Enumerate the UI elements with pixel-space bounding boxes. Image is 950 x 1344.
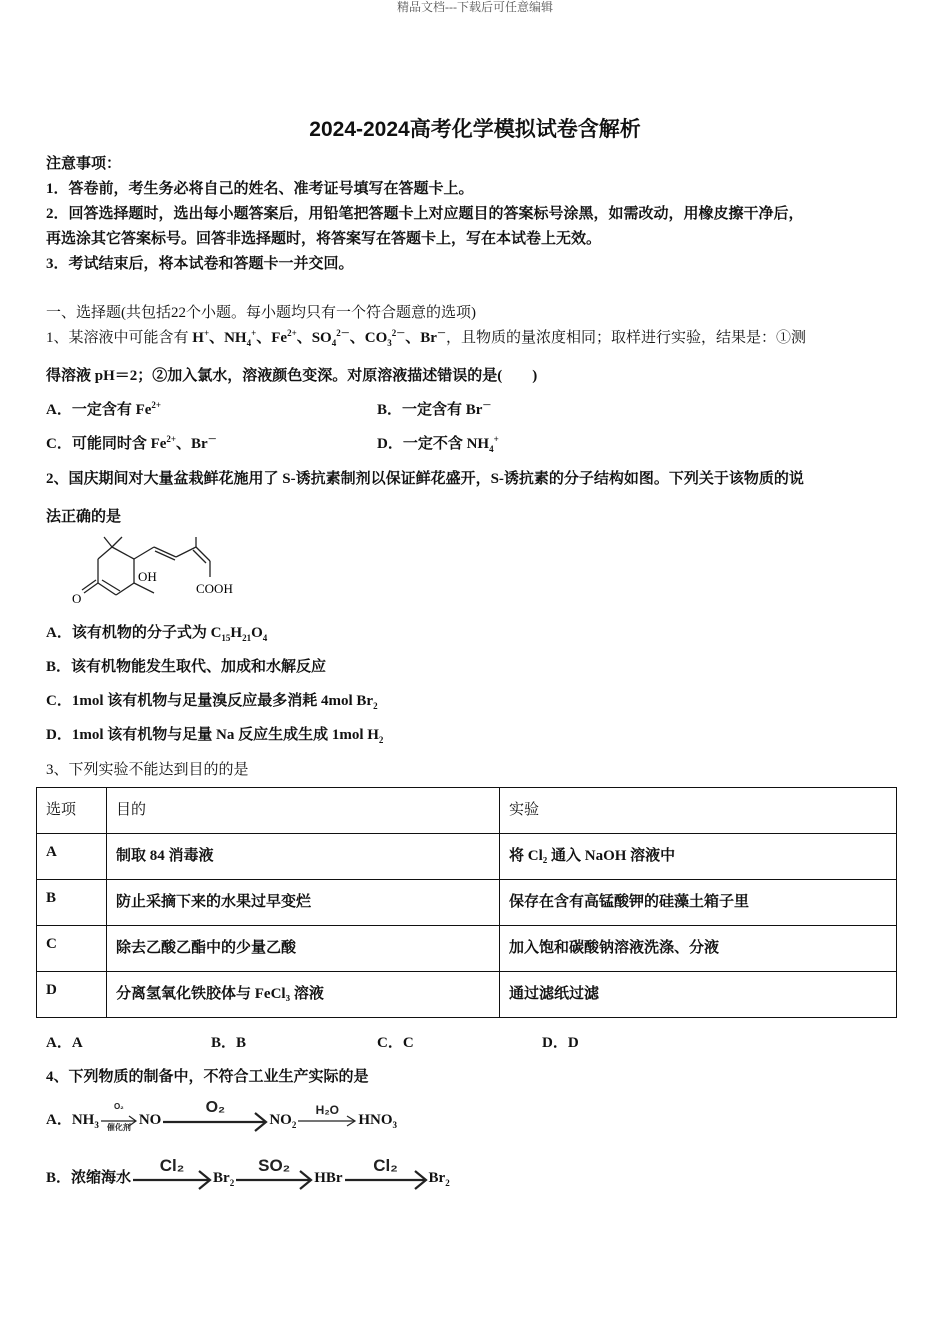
cl2-arrow-second: Cl₂ (343, 1159, 429, 1199)
struct-oh-label: OH (138, 569, 157, 584)
q3-option-d[interactable]: D．D (542, 1035, 579, 1051)
q2-option-b[interactable]: B．该有机物能发生取代、加成和水解反应 (46, 659, 327, 675)
table-cell: 通过滤纸过滤 (500, 972, 897, 1018)
q1-option-c[interactable]: C．可能同时含 $Fe^{2+}$、Br－ (46, 434, 217, 452)
q2-option-a[interactable]: A．该有机物的分子式为 $C_{15}H_{21}O_4$ (46, 625, 268, 643)
table-row (37, 926, 897, 972)
table-cell: D (37, 972, 107, 1018)
table-cell: C (37, 926, 107, 972)
q1-stem-suffix: ，且物质的量浓度相同；取样进行实验，结果是：①测 (445, 330, 806, 346)
table-cell: B (37, 880, 107, 926)
q1-stem-prefix: 1、某溶液中可能含有 (46, 330, 189, 346)
table-cell: 防止采摘下来的水果过早变烂 (107, 880, 500, 926)
q4-option-b[interactable]: B．浓缩海水 Cl₂ $Br_2$ SO₂ HBr Cl₂ $Br_2$ (46, 1158, 450, 1198)
notice-item-2-cont: 再选涂其它答案标号。回答非选择题时，将答案写在答题卡上，写在本试卷上无效。 (46, 231, 602, 247)
notice-item-1: 1．答卷前，考生务必将自己的姓名、准考证号填写在答题卡上。 (46, 181, 474, 197)
table-row (37, 972, 897, 1018)
page-title: 2024-2024高考化学模拟试卷含解析 (309, 118, 641, 141)
table-header-cell: 目的 (107, 788, 500, 834)
table-cell: 加入饱和碳酸钠溶液洗涤、分液 (500, 926, 897, 972)
q1-stem-line2: 得溶液 pH＝2；②加入氯水，溶液颜色变深。对原溶液描述错误的是( ) (46, 368, 538, 384)
o2-arrow: O₂ (161, 1101, 269, 1141)
q2-stem-line1: 2、国庆期间对大量盆栽鲜花施用了 S-诱抗素制剂以保证鲜花盛开，S-诱抗素的分子结构如图。下列关于该物质的说 (46, 471, 804, 487)
q3-option-c[interactable]: C．C (377, 1035, 414, 1051)
section-heading: 一、选择题(共包括22个小题。每小题均只有一个符合题意的选项) (46, 305, 476, 321)
q2-option-d[interactable]: D．1mol 该有机物与足量 Na 反应生成生成 1mol $H_2$ (46, 727, 384, 745)
q3-option-b[interactable]: B．B (211, 1035, 247, 1051)
table-header-cell: 实验 (500, 788, 897, 834)
cl2-arrow: Cl₂ (131, 1159, 213, 1199)
table-header-row (37, 788, 897, 834)
notice-heading: 注意事项： (46, 156, 122, 172)
table-row (37, 880, 897, 926)
q4-stem: 4、下列物质的制备中，不符合工业生产实际的是 (46, 1069, 369, 1085)
table-row (37, 834, 897, 880)
notice-item-3: 3．考试结束后，将本试卷和答题卡一并交回。 (46, 256, 354, 272)
table-cell: A (37, 834, 107, 880)
h2o-arrow: H₂O (296, 1101, 358, 1141)
q1-option-d[interactable]: D．一定不含 $NH_4^+$ (377, 434, 499, 454)
catalytic-oxidation-arrow: O₂ 催化剂 (99, 1101, 139, 1141)
struct-o-label: O (72, 591, 82, 606)
q2-option-c[interactable]: C．1mol 该有机物与足量溴反应最多消耗 4mol $Br_2$ (46, 693, 378, 711)
table-cell: 除去乙酸乙酯中的少量乙酸 (107, 926, 500, 972)
q1-option-a[interactable]: A．一定含有 $Fe^{2+}$ (46, 400, 162, 418)
q1-option-b[interactable]: B．一定含有 Br－ (377, 400, 492, 418)
q4-option-a[interactable]: A．$NH_3$ O₂ 催化剂 NO O₂ $NO_2$ H₂O $HNO_3$ (46, 1100, 397, 1140)
struct-cooh-label: COOH (196, 581, 233, 596)
table-header-cell: 选项 (37, 788, 107, 834)
table-cell: 将 Cl₂ 通入 NaOH 溶液中 (500, 834, 897, 880)
q3-option-a[interactable]: A．A (46, 1035, 83, 1051)
header-note: 精品文档---下载后可任意编辑 (397, 0, 553, 14)
s-abscisic-acid-structure (62, 535, 262, 610)
q2-stem-line2: 法正确的是 (46, 509, 122, 525)
so2-arrow: SO₂ (234, 1159, 314, 1199)
q1-stem: 1、某溶液中可能含有 H+、$NH_4^+$、$Fe^{2+}$、$SO_4^{2-}$、$CO_3^{2-}$、Br－，且物质的量浓度相同；取样进行实验，结果是：①测 (46, 328, 806, 348)
notice-item-2: 2．回答选择题时，选出每小题答案后，用铅笔把答题卡上对应题目的答案标号涂黑，如需改动，用橡皮擦干净后， (46, 206, 804, 222)
table-cell: 保存在含有高锰酸钾的硅藻土箱子里 (500, 880, 897, 926)
q3-stem: 3、下列实验不能达到目的的是 (46, 762, 249, 778)
table-cell: 制取 84 消毒液 (107, 834, 500, 880)
table-cell: 分离氢氧化铁胶体与 FeCl₃ 溶液 (107, 972, 500, 1018)
experiment-table (36, 787, 897, 1018)
